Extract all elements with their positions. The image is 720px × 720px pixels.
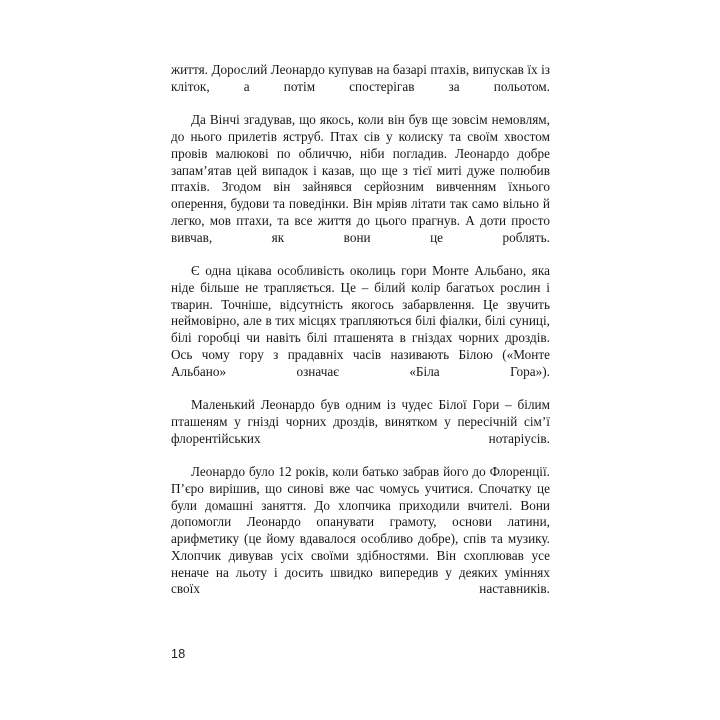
paragraph: Є одна цікава особливість околиць гори Монте Альбано, яка ніде більше не трапляється. Це – білий колір багатьох рослин і тварин. Точніше, відсутність якогось забарвлення. Це звучить неймовірно, але в тих місцях трапляються білі фіалки, білі суниці, білі горобці чи навіть білі пташенята в гніздах чорних дроздів. Ось чому гору з прадавніх часів називають Білою («Монте Альбано» означає «Біла Гора»). bbox=[171, 263, 550, 379]
paragraph: життя. Дорослий Леонардо купував на базарі птахів, випускав їх із кліток, а потім спостерігав за польотом. bbox=[171, 62, 550, 94]
paragraph: Маленький Леонардо був одним із чудес Білої Гори – білим пташеням у гнізді чорних дроздів, винятком у пересічній сім’ї флорентійських нотаріусів. bbox=[171, 397, 550, 446]
paragraph: Да Вінчі згадував, що якось, коли він був ще зовсім немовлям, до нього прилетів яструб. Птах сів у колиску та своїм хвостом провів малюкові по обличчю, ніби погладив. Леонардо добре запам’ятав цей випадок і казав, що ще з тієї миті дуже полюбив птахів. Згодом він зайнявся серйозним вивченням їхнього оперення, будови та поведінки. Він мріяв літати так само вільно й легко, мов птахи, та все життя до цього прагнув. А доти просто вивчав, як вони це роблять. bbox=[171, 112, 550, 245]
body-text-column bbox=[171, 62, 550, 615]
paragraph: Леонардо було 12 років, коли батько забрав його до Флоренції. П’єро вирішив, що синові вже час чомусь учитися. Спочатку це були домашні заняття. До хлопчика приходили вчителі. Вони допомогли Леонардо опанувати грамоту, основи латини, арифметику (це йому вдавалося особливо добре), спів та музику. Хлопчик дивував усіх своїми здібностями. Він схоплював усе неначе на льоту і досить швидко випередив у деяких уміннях своїх наставників. bbox=[171, 464, 550, 597]
page-number: 18 bbox=[171, 647, 186, 661]
